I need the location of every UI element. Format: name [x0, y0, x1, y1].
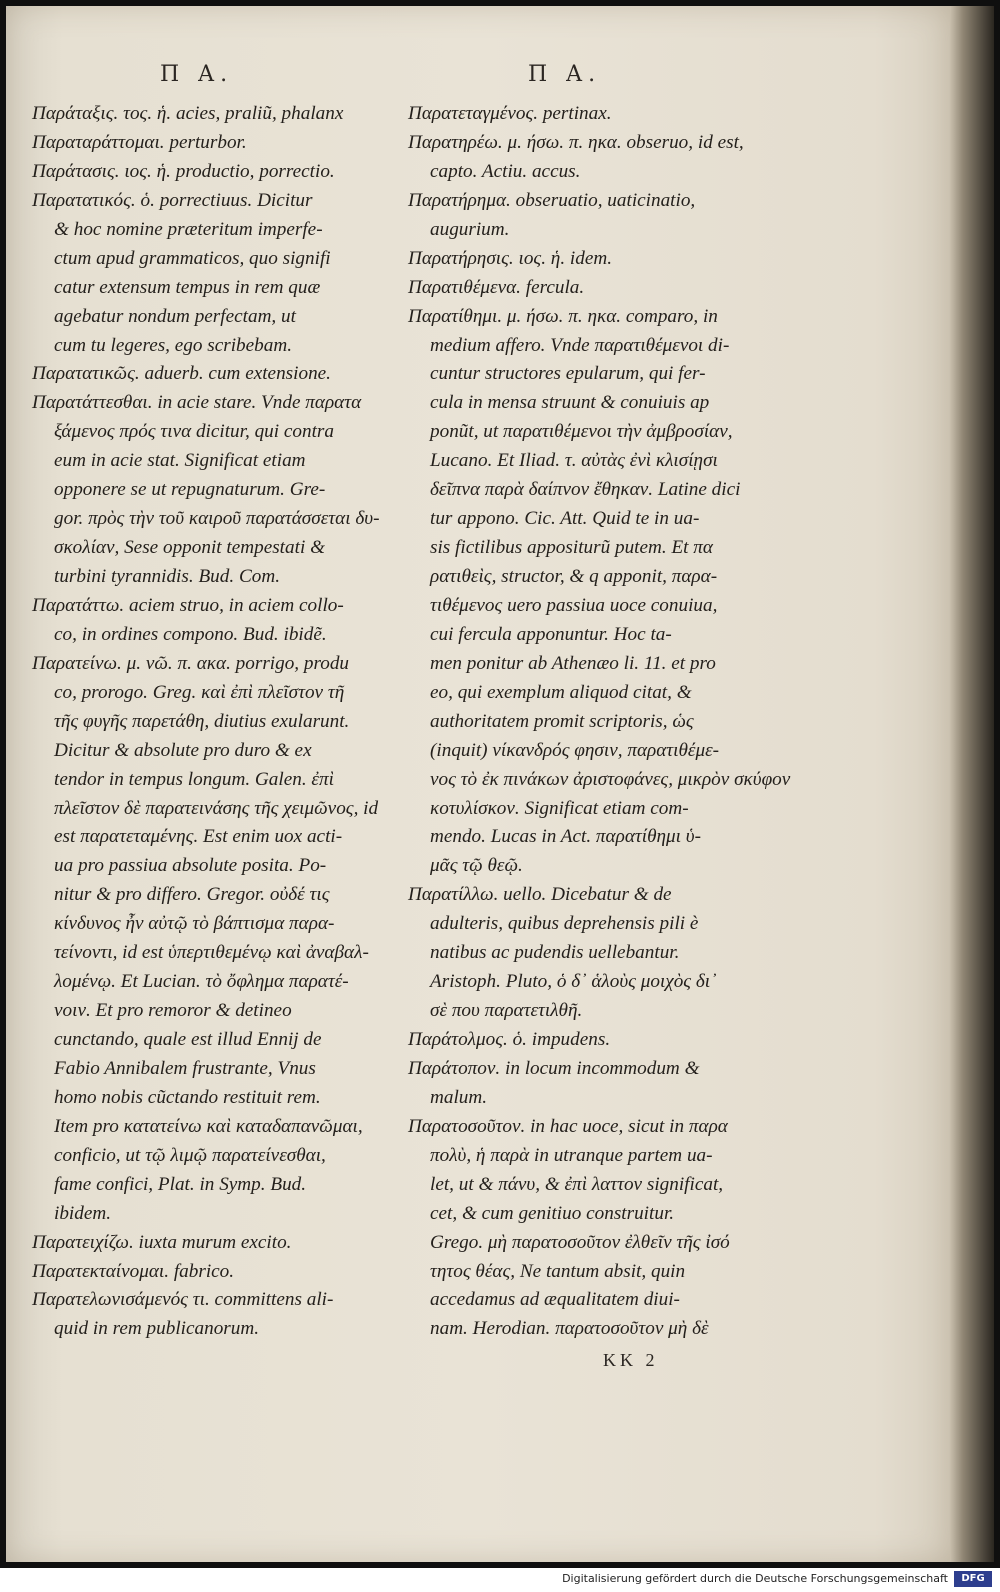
text-line: catur extensum tempus in rem quæ: [54, 276, 321, 298]
entry-headword-line: Παρατελωνισάμενός τι. committens ali-: [32, 1289, 334, 1311]
text-line: nam. Herodian. παρατοσοῦτον μὴ δὲ: [430, 1318, 709, 1340]
text-line: cunctando, quale est illud Ennij de: [54, 1029, 322, 1050]
text-line: Fabio Annibalem frustrante, Vnus: [54, 1057, 316, 1079]
entry-headword-line: Παρατιθέμενα. fercula.: [408, 276, 585, 298]
text-line: ponũt, ut παρατιθέμενοι τὴν ἀμβροσίαν,: [430, 421, 733, 443]
text-line: let, ut & πάνυ, & ἐπὶ λαττον significat,: [430, 1173, 724, 1195]
text-line: ibidem.: [54, 1202, 112, 1224]
text-line: opponere se ut repugnaturum. Gre-: [54, 479, 326, 501]
entry-headword-line: Παρατήρημα. obseruatio, uaticinatio,: [408, 189, 696, 211]
text-line: σὲ που παρατετιλθῆ.: [430, 1000, 583, 1022]
text-line: ua pro passiua absolute posita. Po-: [54, 855, 327, 877]
entry-headword-line: Παρατίθημι. μ. ήσω. π. ηκα. comparo, in: [408, 305, 718, 327]
text-line: augurium.: [430, 218, 510, 240]
text-line: ctum apud grammaticos, quo signifi: [54, 247, 331, 269]
text-line: σκολίαν, Sese opponit tempestati &: [54, 537, 325, 559]
entry-headword-line: Παρατάττεσθαι. in acie stare. Vnde παρατα: [32, 392, 362, 414]
text-line: (inquit) νίκανδρός φησιν, παρατιθέμε-: [430, 739, 720, 761]
entry-headword-line: Παρατηρέω. μ. ήσω. π. ηκα. obseruo, id est,: [408, 131, 744, 153]
signature-mark: KK 2: [603, 1350, 659, 1370]
entry-headword-line: Παράτοπον. in locum incommodum &: [408, 1057, 700, 1079]
text-line: tur appono. Cic. Att. Quid te in ua-: [430, 508, 700, 530]
text-line: cet, & cum genitiuo construitur.: [430, 1202, 675, 1224]
text-line: tendor in tempus longum. Galen. ἐπὶ: [54, 768, 334, 790]
text-line: τητος θέας, Ne tantum absit, quin: [430, 1260, 686, 1282]
funding-credit: Digitalisierung gefördert durch die Deutsche Forschungsgemeinschaft: [562, 1572, 948, 1585]
entry-headword-line: Παραταράττομαι. perturbor.: [32, 131, 247, 153]
entry-headword-line: Παράταξις. τος. ἡ. acies, praliũ, phalanx: [32, 103, 344, 124]
text-line: νοιν. Et pro remoror & detineo: [54, 1000, 292, 1022]
text-line: λομένῳ. Et Lucian. τὸ ὄφλημα παρατέ-: [54, 971, 349, 993]
text-line: eum in acie stat. Significat etiam: [54, 450, 306, 472]
text-line: adulteris, quibus deprehensis pili è: [430, 913, 699, 935]
text-line: sis fictilibus appositurũ putem. Et πα: [430, 537, 713, 559]
text-line: πολὺ, ἡ παρὰ in utranque partem ua-: [430, 1144, 713, 1166]
text-line: est παρατεταμένης. Est enim uox acti-: [54, 826, 343, 848]
text-line: cula in mensa struunt & conuiuis ap: [430, 392, 710, 414]
right-column: [408, 100, 791, 1344]
text-line: cui fercula apponuntur. Hoc ta-: [430, 623, 672, 645]
entry-headword-line: Παρατάττω. aciem struo, in aciem collo-: [32, 594, 344, 616]
running-head-right: Π Α.: [528, 62, 602, 87]
entry-headword-line: Παρατοσοῦτον. in hac uoce, sicut in παρα: [408, 1115, 728, 1137]
text-line: mendo. Lucas in Act. παρατίθημι ὑ-: [430, 826, 701, 848]
text-line: quid in rem publicanorum.: [54, 1318, 260, 1340]
text-line: natibus ac pudendis uellebantur.: [430, 942, 680, 964]
text-line: κοτυλίσκον. Significat etiam com-: [430, 797, 689, 819]
text-line: τῆς φυγῆς παρετάθη, diutius exularunt.: [54, 710, 350, 732]
running-head-left: Π Α.: [160, 62, 234, 87]
text-line: Aristoph. Pluto, ὁ δ᾽ ἁλοὺς μοιχὸς δι᾽: [430, 971, 717, 993]
text-line: & hoc nomine præteritum imperfe-: [54, 218, 323, 240]
text-line: ρατιθεὶς, structor, & q apponit, παρα-: [430, 566, 718, 587]
text-line: νος τὸ ἐκ πινάκων ἀριστοφάνες, μικρὸν σκύφον: [430, 768, 791, 790]
text-line: agebatur nondum perfectam, ut: [54, 305, 296, 327]
entry-headword-line: Παρατεταγμένος. pertinax.: [408, 103, 612, 124]
entry-headword-line: Παρατείνω. μ. νῶ. π. ακα. porrigo, produ: [32, 652, 350, 674]
text-line: eo, qui exemplum aliquod citat, &: [430, 681, 692, 703]
text-line: cum tu legeres, ego scribebam.: [54, 334, 293, 356]
entry-headword-line: Παρατειχίζω. iuxta murum excito.: [32, 1231, 292, 1253]
text-line: gor. πρὸς τὴν τοῦ καιροῦ παρατάσσεται δυ-: [54, 508, 380, 530]
text-line: δεῖπνα παρὰ δαίπνον ἔθηκαν. Latine dici: [430, 479, 741, 501]
entry-headword-line: Παράτασις. ιος. ἡ. productio, porrectio.: [32, 160, 335, 182]
text-line: Dicitur & absolute pro duro & ex: [54, 739, 312, 761]
text-line: κίνδυνος ἦν αὐτῷ τὸ βάπτισμα παρα-: [54, 913, 335, 935]
text-line: Lucano. Et Iliad. τ. αὐτὰς ἐνὶ κλισίῃσι: [430, 450, 718, 472]
entry-headword-line: Παρατήρησις. ιος. ἡ. idem.: [408, 247, 613, 269]
text-line: Grego. μὴ παρατοσοῦτον ἐλθεῖν τῆς ἰσό: [430, 1231, 730, 1253]
text-line: τείνοντι, id est ὑπερτιθεμένῳ καὶ ἀναβαλ-: [54, 942, 369, 964]
left-column: [32, 100, 402, 1344]
text-line: conficio, ut τῷ λιμῷ παρατείνεσθαι,: [54, 1144, 326, 1166]
entry-headword-line: Παρατεκταίνομαι. fabrico.: [32, 1260, 235, 1282]
entry-headword-line: Παρατατικός. ὁ. porrectiuus. Dicitur: [32, 189, 313, 211]
entry-headword-line: Παρατίλλω. uello. Dicebatur & de: [408, 884, 672, 906]
page-edge-shadow: [950, 6, 994, 1562]
entry-headword-line: Παρατατικῶς. aduerb. cum extensione.: [32, 363, 331, 385]
text-line: medium affero. Vnde παρατιθέμενοι di-: [430, 334, 730, 356]
text-line: μᾶς τῷ θεῷ.: [430, 855, 523, 877]
text-line: τιθέμενος uero passiua uoce conuiua,: [430, 594, 718, 616]
text-line: homo nobis cũctando restituit rem.: [54, 1086, 321, 1108]
dfg-logo-icon: DFG: [954, 1571, 992, 1587]
text-line: fame confici, Plat. in Symp. Bud.: [54, 1173, 307, 1195]
text-line: co, prorogo. Greg. καὶ ἐπὶ πλεῖστον τῆ: [54, 681, 345, 703]
text-line: Item pro κατατείνω καὶ καταδαπανῶμαι,: [54, 1115, 363, 1137]
entry-headword-line: Παράτολμος. ὁ. impudens.: [408, 1029, 611, 1050]
text-line: capto. Actiu. accus.: [430, 160, 581, 182]
text-line: nitur & pro differo. Gregor. οὐδέ τις: [54, 884, 330, 906]
text-line: cuntur structores epularum, qui fer-: [430, 363, 706, 385]
text-line: men ponitur ab Athenæo li. 11. et pro: [430, 652, 716, 674]
text-line: ξάμενος πρός τινα dicitur, qui contra: [54, 421, 334, 443]
text-line: turbini tyrannidis. Bud. Com.: [54, 566, 280, 587]
text-line: authoritatem promit scriptoris, ὡς: [430, 710, 694, 732]
text-line: malum.: [430, 1086, 488, 1108]
text-line: accedamus ad æqualitatem diui-: [430, 1289, 680, 1311]
text-line: co, in ordines compono. Bud. ibidẽ.: [54, 623, 327, 645]
text-line: πλεῖστον δὲ παρατεινάσης τῆς χειμῶνος, id: [54, 797, 379, 819]
